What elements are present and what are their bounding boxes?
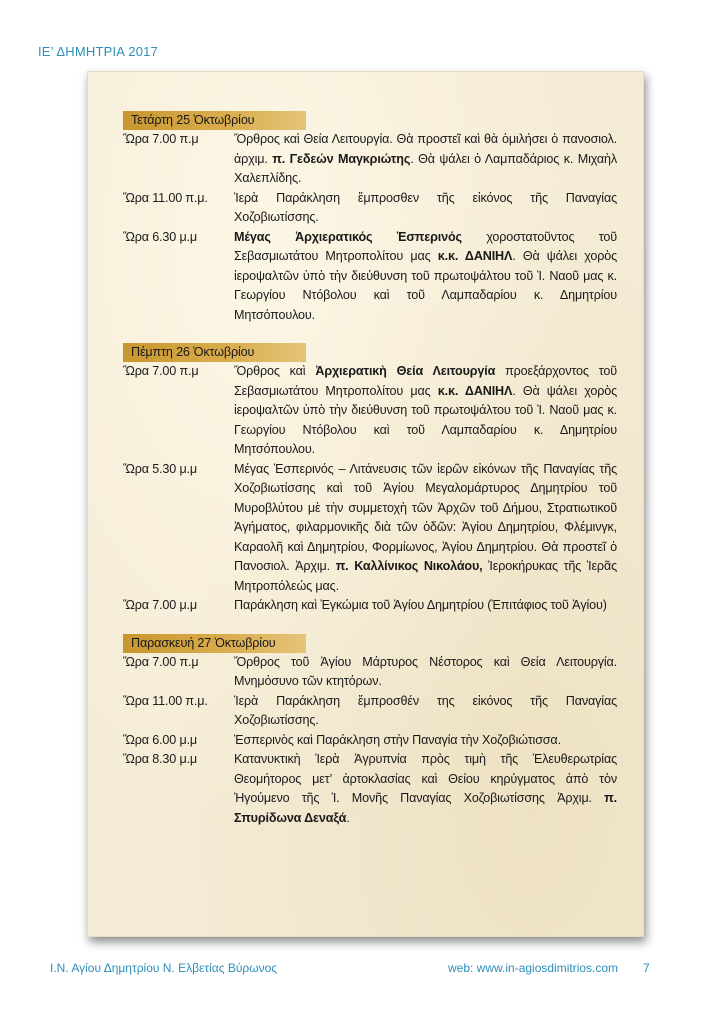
entry-time: Ὥρα 7.00 π.μ [123,132,199,146]
schedule-entry [123,596,617,616]
page-header-title: ΙΕ’ ΔΗΜΗΤΡΙΑ 2017 [38,44,158,59]
description-text: Ὄρθρος καὶ [234,364,316,378]
footer-parish-name: Ι.Ν. Αγίου Δημητρίου Ν. Ελβετίας Βύρωνος [50,961,278,975]
description-text: Παράκληση καὶ Ἐγκώμια τοῦ Ἁγίου Δημητρίου (Ἐπιτάφιος τοῦ Ἁγίου) [234,598,607,612]
description-text: προεξάρχοντος τοῦ Σεβασμιωτάτου Μητροπολίτου μας [234,364,617,398]
schedule-entry [123,731,617,751]
day-section [123,111,617,325]
description-text: Κατανυκτικὴ Ἱερὰ Ἀγρυπνία πρὸς τιμὴ τῆς Ἐλευθερωτρίας Θεομήτορος μετ’ ἀρτοκλασίας καὶ Θείου κηρύγματος ἀπὸ τὸν Ἡγούμενο τῆς Ἱ. Μονῆς Παναγίας Χοζοβιωτίσσης Ἀρχιμ. [234,752,617,805]
emphasized-text: κ.κ. ΔΑΝΙΗΛ [437,383,513,398]
entry-description [234,692,617,731]
schedule-entry [123,750,617,828]
entry-time: Ὥρα 11.00 π.μ. [123,693,208,708]
schedule-content [123,111,617,846]
entry-time: Ὥρα 7.00 μ.μ [123,598,198,612]
day-header: Παρασκευή 27 Ὀκτωβρίου [123,634,306,653]
description-text: . Θὰ ψάλει χορὸς ἱεροψαλτῶν ὑπὸ τὴν διεύθυνση τοῦ πρωτοψάλτου τοῦ Ἱ. Ναοῦ μας κ. Γεωργίου Ντόβολου καὶ τοῦ Λαμπαδαρίου κ. Δημητρίου Μητσόπουλου. [234,249,618,322]
entry-description [234,460,617,597]
emphasized-text: π. Σπυρίδωνα Δεναξά [234,791,617,825]
entry-time: Ὥρα 7.00 π.μ [123,654,199,669]
day-section [123,343,617,616]
entry-time: Ὥρα 6.00 μ.μ [123,732,198,747]
entry-description [234,228,617,326]
page-number: 7 [643,961,650,975]
day-header: Τετάρτη 25 Ὀκτωβρίου [123,111,306,130]
description-text: . Θὰ ψάλει χορὸς ἱεροψαλτῶν ὑπὸ τὴν διεύθυνση τοῦ πρωτοψάλτου τοῦ Ἱ. Ναοῦ μας κ. Γεωργίου Ντόβολου καὶ τοῦ Λαμπαδαρίου κ. Δημητρίου Μητσόπουλου. [234,383,618,456]
entry-description [234,130,617,189]
entry-description [234,189,617,228]
emphasized-text: κ.κ. ΔΑΝΙΗΛ [437,249,513,263]
description-text: Ὄρθρος καὶ Θεία Λειτουργία. Θὰ προστεῖ καὶ θὰ ὁμιλήσει ὁ πανοσιολ. ἀρχιμ. [234,132,617,166]
emphasized-text: Μέγας Ἀρχιερατικός Ἑσπερινός [234,229,462,244]
description-text: . Θὰ ψάλει ὁ Λαμπαδάριος κ. Μιχαὴλ Χαλεπλίδης. [234,151,617,185]
entry-time: Ὥρα 11.00 π.μ. [123,190,208,205]
schedule-entry [123,692,617,731]
schedule-entry [123,653,617,692]
footer-website[interactable]: web: www.in-agiosdimitrios.com [448,961,619,975]
schedule-entry [123,189,617,228]
description-text: Ὄρθρος τοῦ Ἁγίου Μάρτυρος Νέστορος καὶ Θεία Λειτουργία. Μνημόσυνο τῶν κτητόρων. [234,654,617,688]
entry-description [234,362,617,460]
description-text: Ἱεροκήρυκας τῆς Ἱερᾶς Μητροπόλεώς μας. [234,559,617,593]
schedule-entry [123,130,617,189]
entry-time: Ὥρα 5.30 μ.μ [123,461,198,476]
schedule-entry [123,228,617,326]
description-text: Ἱερὰ Παράκληση ἔμπροσθεν τῆς εἰκόνος τῆς Παναγίας Χοζοβιωτίσσης. [234,190,617,224]
entry-time: Ὥρα 7.00 π.μ [123,364,199,378]
entry-description [234,731,617,751]
entry-description [234,750,617,828]
description-text: Ἱερὰ Παράκληση ἔμπροσθέν της εἰκόνος τῆς Παναγίας Χοζοβιωτίσσης. [234,693,617,727]
description-text: Μέγας Ἑσπερινός – Λιτάνευσις τῶν ἱερῶν εἰκόνων τῆς Παναγίας τῆς Χοζοβιωτίσσης καὶ τοῦ Ἁγίου Μεγαλομάρτυρος Δημητρίου τοῦ Μυροβλύτου μὲ τὴν συμμετοχὴ τῶν Ἀρχῶν τοῦ Δήμου, Στρατιωτικοῦ Ἀγήματος, φιλαρμονικῆς διὰ τῶν ὁδῶν: Ἁγίου Δημητρίου, Φλέμινγκ, Καραολῆ καὶ Δημητρίου, Φορμίωνος, Ἁγίου Δημητρίου. Θὰ προστεῖ ὁ Πανοσιολ. Ἀρχιμ. [234,461,617,573]
description-text: Ἑσπερινὸς καὶ Παράκληση στὴν Παναγία τὴν Χοζοβιώτισσα. [234,732,561,747]
entry-time: Ὥρα 6.30 μ.μ [123,229,198,244]
entry-description [234,596,617,616]
description-text: . [346,810,350,825]
entry-time: Ὥρα 8.30 μ.μ [123,752,198,766]
emphasized-text: π. Γεδεών Μαγκριώτης [272,151,411,166]
schedule-entry [123,362,617,460]
emphasized-text: π. Καλλίνικος Νικολάου, [335,559,483,573]
description-text: χοροστατοῦντος τοῦ Σεβασμιωτάτου Μητροπολίτου μας [234,229,618,263]
day-header: Πέμπτη 26 Ὀκτωβρίου [123,343,306,362]
emphasized-text: Ἀρχιερατικὴ Θεία Λειτουργία [315,364,496,378]
day-section [123,634,617,829]
entry-description [234,653,617,692]
schedule-entry [123,460,617,597]
